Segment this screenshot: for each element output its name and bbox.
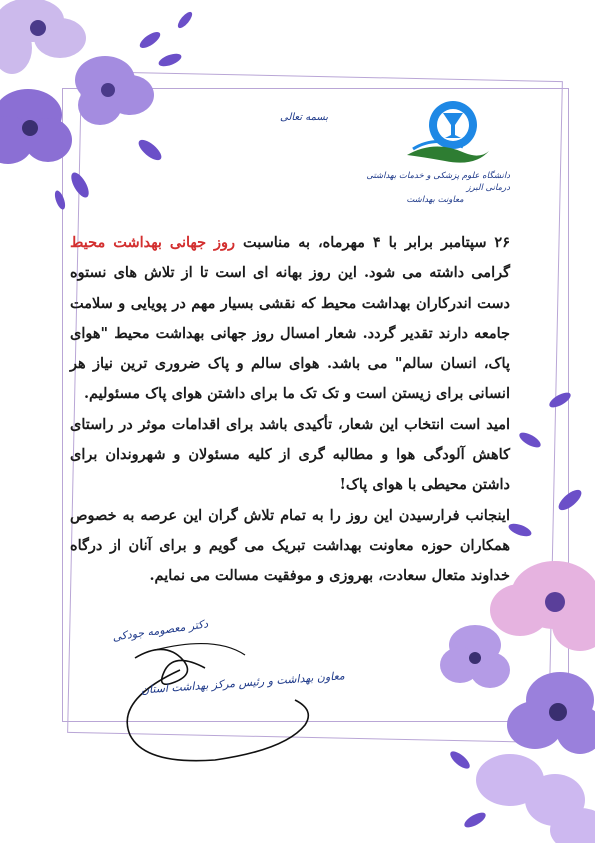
letter-body [70, 228, 510, 592]
paragraph-1-start: ۲۶ سپتامبر برابر با ۴ مهرماه، به مناسبت [235, 234, 510, 251]
floral-decoration-top-left [0, 0, 210, 215]
bismillah-heading: بسمه تعالی [280, 112, 329, 123]
paragraph-3: اینجانب فرارسیدن این روز را به تمام تلاش گران این عرصه به خصوص همکاران حوزه معاونت بهداشت تبریک می گویم و برای آنان از درگاه خداوند متعال سعادت، بهروزی و موفقیت مسالت می نمایم. [70, 506, 510, 585]
paragraph-2: امید است انتخاب این شعار، تأکیدی باشد برای اقدامات موثر در راستای کاهش آلودگی هوا و مطالبه گری از کلیه مسئولان و شهروندان برای داشتن محیطی با هوای پاک! [70, 415, 510, 494]
occasion-highlight: روز جهانی بهداشت محیط [70, 234, 236, 251]
paragraph-1-rest: گرامی داشته می شود. این روز بهانه ای است تا از تلاش های نستوه دست اندرکاران بهداشت محیط که نقشی بسیار مهم در پویایی و سلامت جامعه دارند تقدیر گردد. شعار امسال روز جهانی بهداشت محیط "هوای پاک، انسان سالم" می باشد. هوای سالم و پاک ضروری ترین نیاز هر انسانی برای زیستن است و تک تک ما برای داشتن هوای پاک مسئولیم. [70, 264, 510, 403]
letterhead [360, 170, 510, 206]
signer-name: دکتر معصومه جودکی [111, 617, 209, 644]
university-logo [405, 95, 490, 170]
paragraph-1 [70, 228, 510, 410]
department-name: معاونت بهداشت [406, 195, 464, 205]
signer-title: معاون بهداشت و رئیس مرکز بهداشت استان [140, 669, 346, 697]
handwritten-signature [95, 630, 325, 770]
university-name: دانشگاه علوم پزشکی و خدمات بهداشتی درمانی البرز [366, 171, 510, 193]
